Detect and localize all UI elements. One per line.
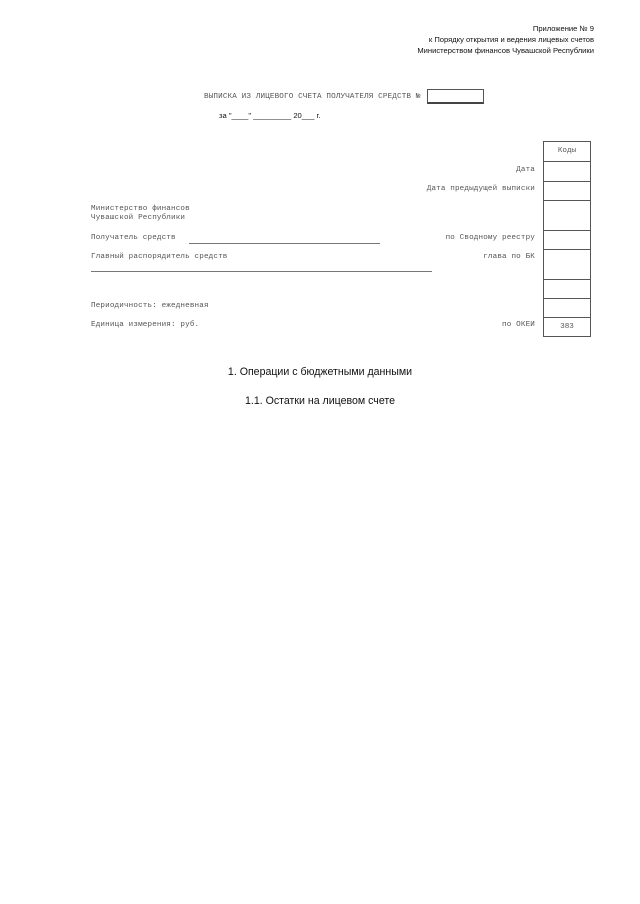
code-prev-date-cell[interactable] bbox=[544, 181, 590, 200]
manager-label: Главный распорядитель средств bbox=[91, 253, 228, 261]
unit: Единица измерения: руб. bbox=[91, 321, 200, 329]
org-line-1: Министерство финансов bbox=[91, 205, 190, 213]
code-bk-cell[interactable] bbox=[544, 249, 590, 279]
recipient-label: Получатель средств bbox=[91, 234, 176, 242]
statement-title: ВЫПИСКА ИЗ ЛИЦЕВОГО СЧЕТА ПОЛУЧАТЕЛЯ СРЕДСТВ № bbox=[204, 93, 421, 101]
code-org-cell[interactable] bbox=[544, 200, 590, 230]
section-1-1-title: 1.1. Остатки на лицевом счете bbox=[244, 395, 395, 407]
header-block bbox=[417, 23, 594, 56]
code-registry-cell[interactable] bbox=[544, 230, 590, 249]
code-blank-cell[interactable] bbox=[544, 279, 590, 298]
codes-table bbox=[543, 141, 591, 337]
code-periodicity-cell[interactable] bbox=[544, 298, 590, 317]
header-line-1: Приложение № 9 bbox=[532, 24, 594, 33]
codes-header: Коды bbox=[557, 147, 577, 155]
org-line-2: Чувашской Республики bbox=[91, 214, 186, 222]
recipient-field[interactable] bbox=[189, 243, 380, 244]
periodicity: Периодичность: ежедневная bbox=[91, 302, 209, 310]
date-label: Дата bbox=[516, 166, 535, 174]
date-line: за "____" _________ 20___ г. bbox=[219, 111, 321, 120]
manager-field[interactable] bbox=[91, 271, 432, 272]
header-line-3: Министерством финансов Чувашской Республики bbox=[417, 46, 594, 55]
statement-number-box[interactable] bbox=[427, 89, 484, 104]
code-okei-cell: 383 bbox=[544, 317, 590, 336]
section-1-title: 1. Операции с бюджетными данными bbox=[227, 366, 413, 378]
prev-date-label: Дата предыдущей выписки bbox=[426, 185, 535, 193]
code-date-cell[interactable] bbox=[544, 161, 590, 181]
registry-label: по Сводному реестру bbox=[445, 234, 535, 242]
bk-label: глава по БК bbox=[483, 253, 535, 261]
header-line-2: к Порядку открытия и ведения лицевых счетов bbox=[428, 35, 594, 44]
okei-label: по ОКЕИ bbox=[502, 321, 535, 329]
